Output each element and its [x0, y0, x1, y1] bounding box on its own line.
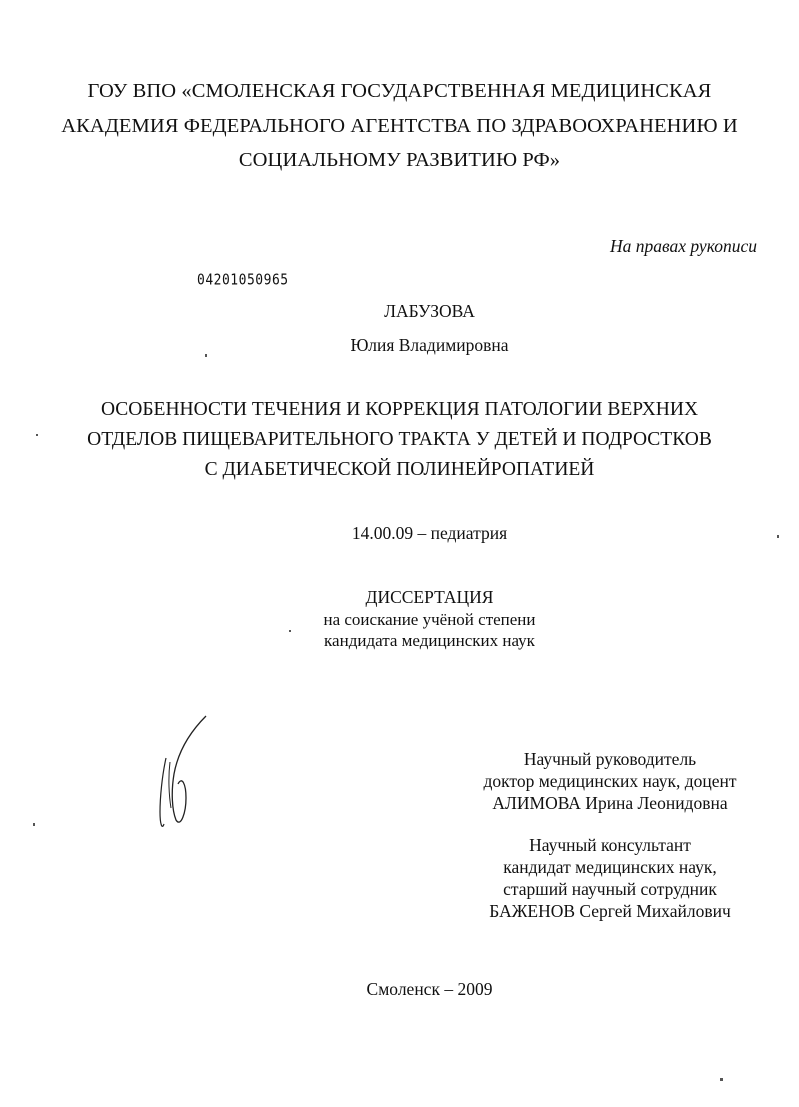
- author-first-names: Юлия Владимировна: [350, 335, 509, 355]
- scan-speck: [205, 354, 207, 357]
- institution-name: [0, 74, 799, 178]
- title-line-3: С ДИАБЕТИЧЕСКОЙ ПОЛИНЕЙРОПАТИЕЙ: [204, 459, 595, 480]
- consultant-role: Научный консультант: [529, 835, 691, 855]
- scan-speck: [36, 434, 38, 436]
- handwritten-signature: [148, 712, 218, 837]
- title-line-2: ОТДЕЛОВ ПИЩЕВАРИТЕЛЬНОГО ТРАКТА У ДЕТЕЙ И ПОДРОСТКОВ: [87, 429, 712, 450]
- city-year: Смоленск – 2009: [366, 979, 493, 999]
- dissertation-title: [0, 395, 799, 485]
- document-type: ДИССЕРТАЦИЯ: [365, 587, 494, 607]
- supervisor-block: [430, 748, 790, 814]
- supervisor-name: АЛИМОВА Ирина Леонидовна: [492, 793, 728, 813]
- author-last-name: ЛАБУЗОВА: [384, 301, 475, 321]
- rights-note: На правах рукописи: [610, 236, 757, 256]
- institution-line-1: ГОУ ВПО «СМОЛЕНСКАЯ ГОСУДАРСТВЕННАЯ МЕДИЦИНСКАЯ: [87, 80, 712, 102]
- supervisor-role: Научный руководитель: [523, 749, 697, 769]
- scan-speck: [289, 630, 291, 632]
- scan-speck: [720, 1078, 723, 1081]
- degree-line-2: кандидата медицинских наук: [324, 631, 535, 650]
- supervisor-credentials: доктор медицинских наук, доцент: [483, 771, 737, 791]
- consultant-block: [430, 834, 790, 922]
- institution-line-3: СОЦИАЛЬНОМУ РАЗВИТИЮ РФ»: [238, 149, 561, 171]
- degree-line-1: на соискание учёной степени: [323, 610, 536, 629]
- scan-speck: [777, 535, 779, 538]
- specialty-code: 14.00.09 – педиатрия: [351, 523, 508, 543]
- consultant-credentials-2: старший научный сотрудник: [503, 879, 717, 899]
- institution-line-2: АКАДЕМИЯ ФЕДЕРАЛЬНОГО АГЕНТСТВА ПО ЗДРАВООХРАНЕНИЮ И: [61, 114, 738, 137]
- consultant-credentials-1: кандидат медицинских наук,: [503, 857, 717, 877]
- catalog-code: 04201050965: [197, 271, 289, 290]
- consultant-name: БАЖЕНОВ Сергей Михайлович: [489, 901, 731, 921]
- scan-speck: [33, 823, 35, 826]
- degree-statement: [30, 609, 799, 651]
- title-line-1: ОСОБЕННОСТИ ТЕЧЕНИЯ И КОРРЕКЦИЯ ПАТОЛОГИИ ВЕРХНИХ: [100, 399, 699, 420]
